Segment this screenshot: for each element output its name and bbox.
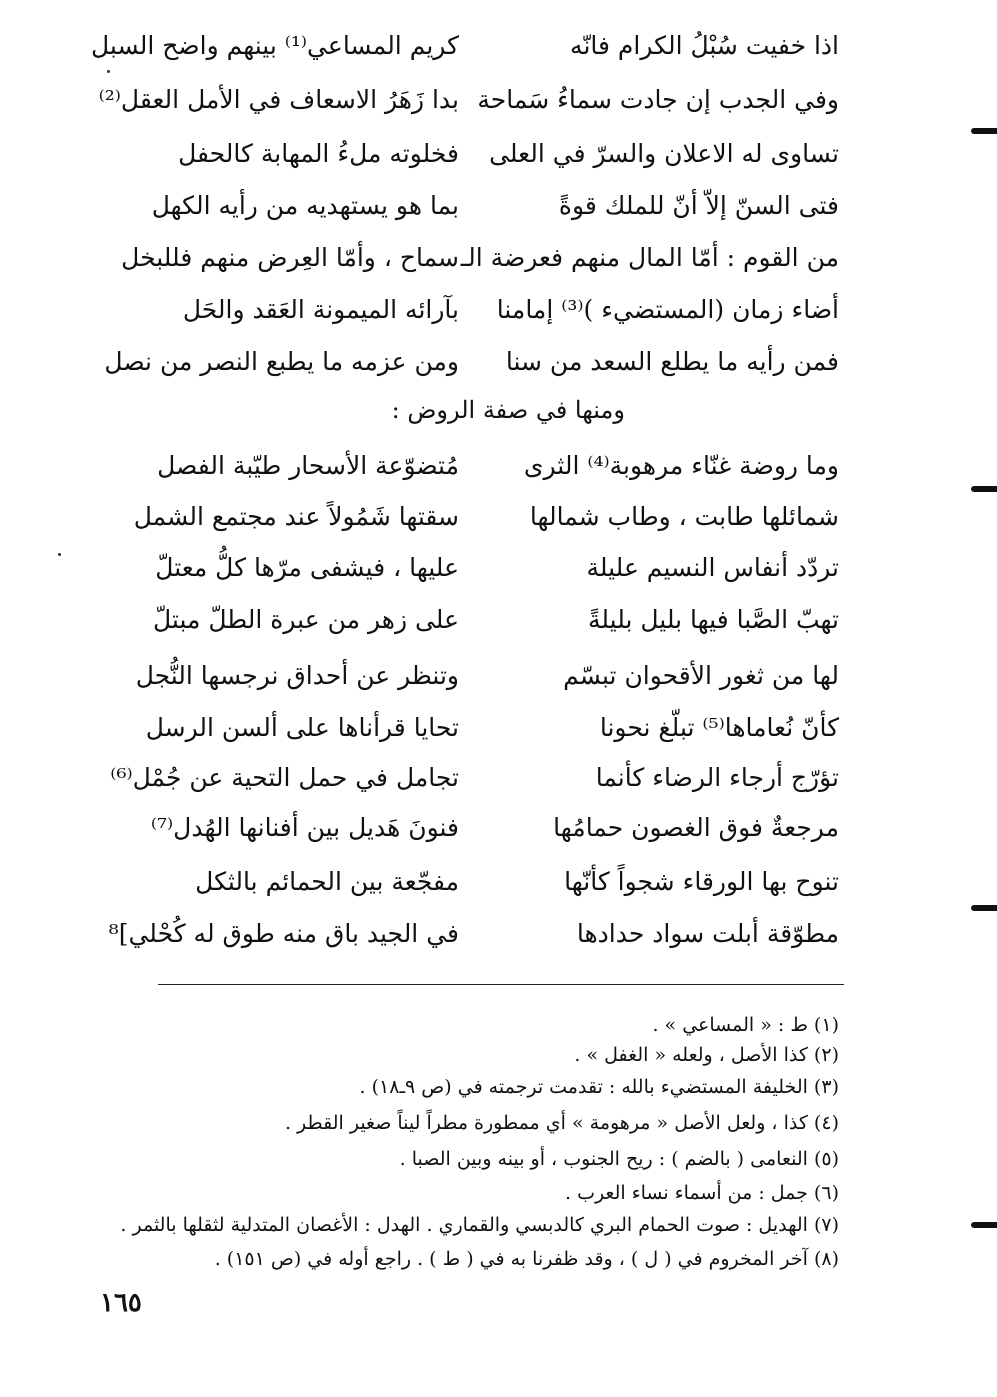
poem-line: تحايا قرأناها على ألسن الرسل <box>145 713 459 742</box>
poem-line: فنونَ هَديل بين أفنانها الهُدل⁽⁷⁾ <box>150 813 459 842</box>
footnote: (٥) النعامى ( بالضم ) : ريح الجنوب ، أو بينه وبين الصبا . <box>399 1148 839 1170</box>
scan-edge-mark <box>971 905 997 911</box>
poem-line: بما هو يستهديه من رأيه الكهل <box>151 191 459 220</box>
poem-line: مطوّقة أبلت سواد حدادها <box>576 919 839 948</box>
footnote: (١) ط : « المساعي » . <box>652 1014 839 1036</box>
poem-line: أضاء زمان (المستضيء )⁽³⁾ إمامنا <box>496 295 839 324</box>
poem-line: اذا خفيت سُبْلُ الكرام فانّه <box>570 31 839 60</box>
poem-line: بدا زَهَرُ الاسعاف في الأمل العقل⁽²⁾ <box>98 85 459 114</box>
scan-edge-mark <box>971 1222 997 1228</box>
poem-line: في الجيد باق منه طوق له كُحْلي]⁸ <box>108 919 459 948</box>
poem-line: فتى السنّ إلاّ أنّ للملك قوةً <box>558 191 839 220</box>
poem-line: لها من ثغور الأقحوان تبسّم <box>563 661 839 690</box>
poem-line: وما روضة غنّاء مرهوبة⁽⁴⁾ الثرى <box>523 451 839 480</box>
poem-line: مفجّعة بين الحمائم بالثكل <box>195 867 459 896</box>
poem-line: من القوم : أمّا المال منهم فعرضة الـ <box>460 243 839 272</box>
poem-line: فخلوته ملءُ المهابة كالحفل <box>178 139 459 168</box>
poem-line: تنوح بها الورقاء شجواً كأنّها <box>564 867 839 896</box>
poem-line: سقتها شَمُولاً عند مجتمع الشمل <box>133 502 459 531</box>
poem-line: بآرائه الميمونة العَقد والحَل <box>182 295 459 324</box>
footnote-divider <box>158 984 844 985</box>
poem-line: تجامل في حمل التحية عن جُمْل⁽⁶⁾ <box>110 763 459 792</box>
scan-edge-mark <box>971 128 997 134</box>
poem-line: فمن رأيه ما يطلع السعد من سنا <box>505 347 839 376</box>
poem-line: تهبّ الصَّبا فيها بليل بليلةً <box>587 605 839 634</box>
scan-edge-mark <box>971 486 997 492</box>
poem-line: تساوى له الاعلان والسرّ في العلى <box>489 139 839 168</box>
page-number: ١٦٥ <box>100 1288 142 1318</box>
poem-line: عليها ، فيشفى مرّها كلُّ معتلّ <box>155 553 459 582</box>
footnote: (٣) الخليفة المستضيء بالله : تقدمت ترجمته في (ص ٩ـ١٨) . <box>359 1076 839 1098</box>
section-heading: ومنها في صفة الروض : <box>391 396 625 424</box>
scan-speck <box>58 553 61 556</box>
footnote: (٦) جمل : من أسماء نساء العرب . <box>564 1182 839 1204</box>
footnote: (٧) الهديل : صوت الحمام البري كالدبسي والقماري . الهدل : الأغصان المتدلية لثقلها بالثمر . <box>120 1214 839 1236</box>
poem-line: مُتضوّعة الأسحار طيّبة الفصل <box>157 451 459 480</box>
poem-line: على زهر من عبرة الطلّ مبتلّ <box>152 605 459 634</box>
poem-line: وفي الجدب إن جادت سماءُ سَماحة <box>477 85 839 114</box>
poem-line: مرجعةٌ فوق الغصون حمامُها <box>553 813 839 842</box>
poem-line: سماح ، وأمّا العِرض منهم فللبخل <box>121 243 459 272</box>
scan-speck <box>107 70 110 73</box>
footnote: (٤) كذا ، ولعل الأصل « مرهومة » أي ممطورة مطراً ليناً صغير القطر . <box>284 1112 839 1134</box>
poem-line: وتنظر عن أحداق نرجسها النُّجل <box>135 661 459 690</box>
footnote: (٢) كذا الأصل ، ولعله « الغفل » . <box>574 1044 839 1066</box>
poem-line: تردّد أنفاس النسيم عليلة <box>586 553 839 582</box>
poem-line: كأنّ نُعاماها⁽⁵⁾ تبلّغ نحونا <box>599 713 839 742</box>
footnote: (٨) آخر المخروم في ( ل ) ، وقد ظفرنا به في ( ط ) . راجع أوله في (ص ١٥١) . <box>214 1248 839 1270</box>
poem-line: ومن عزمه ما يطبع النصر من نصل <box>104 347 459 376</box>
poem-line: كريم المساعي⁽¹⁾ بينهم واضح السبل <box>90 31 459 60</box>
poem-line: تؤرّج أرجاء الرضاء كأنما <box>595 763 839 792</box>
poem-line: شمائلها طابت ، وطاب شمالها <box>529 502 839 531</box>
